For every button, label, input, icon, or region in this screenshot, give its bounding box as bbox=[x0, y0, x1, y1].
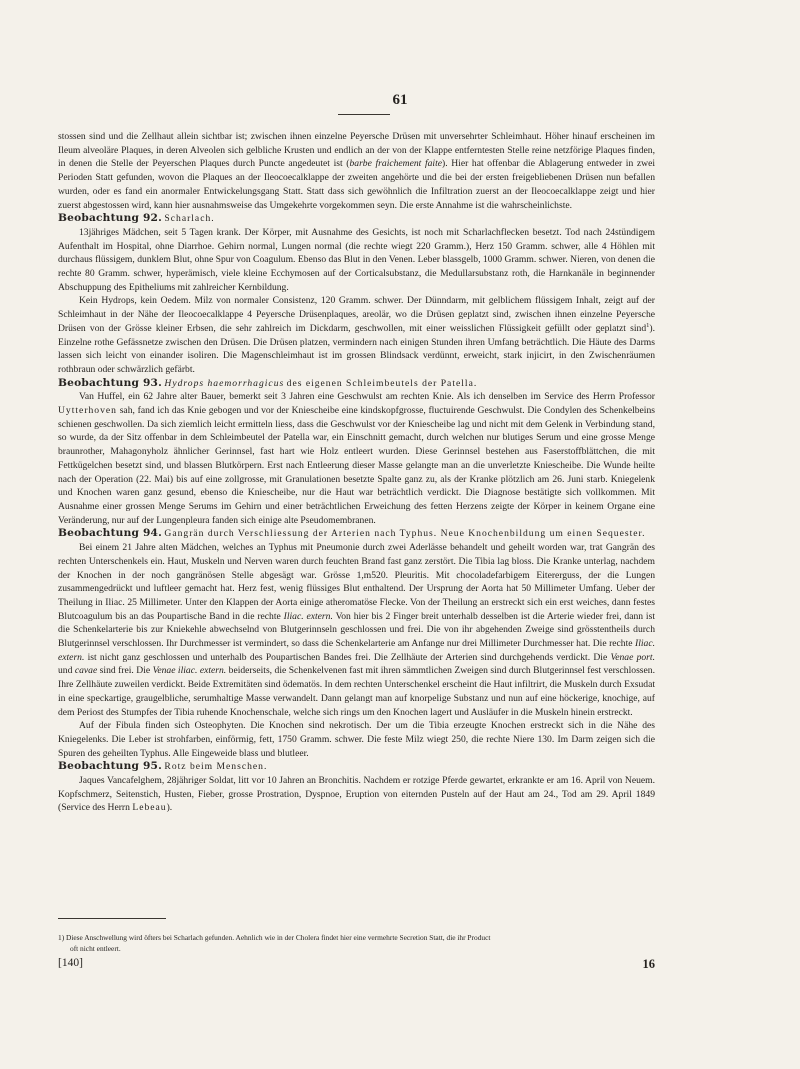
observation-93-paragraph: Van Huffel, ein 62 Jahre alter Bauer, bemerkt seit 3 Jahren eine Geschwulst am rechten Knie. Als ich denselben im Service des Herrn Professor Uytterhoven sah, fand ich das Knie gebogen und vor der Kniescheibe eine kindskopfgrosse, fluctuirende Geschwulst. Die Condylen des Schenkelbeins schienen geschwollen. Da sich ziemlich leicht ermitteln liess, dass die Geschwulst vor der Kniescheibe lag und nicht mit dem Gelenk in Verbindung stand, so wurde, da der Sitz offenbar in dem Schleimbeutel der Patella war, ein Einschnitt gemacht, durch welchen nur blutiges Serum und eine grosse Menge braunrother, Mahagonyholz ähnlicher Gerinnsel, fast hart wie Holz entleert wurden. Diese Gerinnsel bestehen aus Faserstoffblättchen, die mit Fettkügelchen besetzt sind, und blassen Blutkörpern. Erst nach Entleerung dieser Masse gelangte man an die unverletzte Kniescheibe. Die Wunde heilte nach der Operation (22. Mai) bis auf eine zollgrosse, mit Granulationen besetzte Spalte ganz zu, als der Kranke plötzlich am 26. Juni starb. Kniegelenk und Knochen waren ganz gesund, ebenso die Kniescheibe, nur die Haut war beträchtlich verdickt. Die Diagnose bestätigte sich vollkommen. Mit Ausnahme einer grossen Menge Serums im Gehirn und einer beträchtlichen Erweichung des fetten Herzens zeigte der Körper in keinem Organe eine Veränderung, nur auf der Lungenpleura fanden sich einige alte Pseudomembranen. bbox=[58, 391, 655, 526]
observation-95-paragraph: Jaques Vancafelghem, 28jähriger Soldat, litt vor 10 Jahren an Bronchitis. Nachdem er rotzige Pferde gewartet, erkrankte er am 16. April von Neuem. Kopfschmerz, Seitenstich, Husten, Fieber, grosse Prostration, Dyspnoe, Eruption von eiternden Pusteln auf der Haut am 24., Tod am 29. April 1849 (Service des Herrn Lebeau). bbox=[58, 775, 655, 814]
observation-94-paragraph: Auf der Fibula finden sich Osteophyten. Die Knochen sind nekrotisch. Der um die Tibia erzeugte Knochen erstreckt sich in die Nähe des Kniegelenks. Die Leber ist strohfarben, einförmig, fett, 1750 Gramm. schwer. Die feste Milz wiegt 250, die rechte Niere 130. Im Darm zeigen sich die Spuren des geheilten Typhus. Alle Eingeweide blass und blutleer. bbox=[58, 720, 655, 759]
observation-92-heading: Beobachtung 92. Scharlach. bbox=[58, 212, 215, 225]
observation-94-heading: Beobachtung 94. Gangrän durch Verschliessung der Arterien nach Typhus. Neue Knochenbildung um einen Sequester. bbox=[58, 527, 646, 540]
observation-92-paragraph: Kein Hydrops, kein Oedem. Milz von normaler Consistenz, 120 Gramm. schwer. Der Dünndarm, mit gelblichem flüssigem Inhalt, zeigt auf der Schleimhaut in der Nähe der Ileocoecalklappe 4 Peyersche Drüsenplaques, areolär, wo die Drüsen geplatzt sind, zwischen ihnen einzelne Peyersche Drüsen von der Grösse kleiner Erbsen, die sehr zahlreich im Dickdarm, geschwollen, mit einer weisslichen Flüssigkeit gefüllt oder geplatzt sind$^1$). Einzelne rothe Gefässnetze zwischen den Drüsen. Die Drüsen platzen, vermindern nach einigen Stunden ihren Umfang beträchtlich. Die Häute des Darms lassen sich leicht von einander isoliren. Die Magenschleimhaut ist im grossen Blindsack verdünnt, erweicht, stark injicirt, in den Zwischenräumen rothbraun oder schwärzlich gefärbt. bbox=[58, 295, 655, 375]
footnote: 1) Diese Anschwellung wird öfters bei Scharlach gefunden. Aehnlich wie in der Cholera findet hier eine vermehrte Secretion Statt, die ihr Product oft nicht entleert. bbox=[58, 933, 491, 953]
plate-reference: [140] bbox=[58, 957, 83, 969]
observation-95-heading: Beobachtung 95. Rotz beim Menschen. bbox=[58, 760, 268, 773]
footnote-rule bbox=[58, 918, 166, 919]
observation-94-paragraph: Bei einem 21 Jahre alten Mädchen, welches an Typhus mit Pneumonie durch zwei Aderlässe behandelt und geheilt worden war, trat Gangrän des rechten Unterschenkels ein. Haut, Muskeln und Nerven waren durch feuchten Brand fast ganz zerstört. Die Tibia lag bloss. Die Kranke unterlag, nachdem der Knochen in der noch gangränösen Stelle abgesägt war. Grösse 1,m520. Pleuritis. Mit chocoladefarbigem Eitererguss, der die Lungen zusammengedrückt und luftleer gemacht hat. Herz fest, wenig flüssiges Blut enthaltend. Der Ursprung der Aorta hat 50 Millimeter Umfang. Ueber der Theilung in Iliac. 25 Millimeter. Unter den Klappen der Aorta einige atheromatöse Flecke. Von der Theilung an erstreckt sich ein erst weiches, dann festes Blutcoagulum bis an das Poupartische Band in die rechte Iliac. extern. Von hier bis 2 Finger breit unterhalb desselben ist die Arterie wieder frei, dann ist die Schenkelarterie bis zur Kniekehle abwechselnd von Blutgerinnseln geschlossen und frei. Die von ihr abgehenden Zweige sind grösstentheils durch Blutgerinnsel verschlossen. Ihr Durchmesser ist vermindert, so dass die Schenkelarterie am Anfange nur drei Millimeter Durchmesser hat. Die rechte Iliac. extern. ist nicht ganz geschlossen und unterhalb des Poupartischen Bandes frei. Die Zellhäute der Arterien sind durchgehends verdickt. Die Venae port. und cavae sind frei. Die Venae iliac. extern. beiderseits, die Schenkelvenen fast mit ihren sämmtlichen Zweigen sind durch Blutgerinnsel fest verschlossen. Ihre Zellhäute zuweilen verdickt. Beide Extremitäten sind ödematös. In dem rechten Unterschenkel erscheint die Haut infiltrirt, die Muskeln durch Exsudat in eine speckartige, graugelbliche, serumhaltige Masse verwandelt. Dann gelangt man auf knorpelige Substanz und nun auf eine höckerige, knochige, auf dem Periost des Stumpfes der Tibia ruhende Knochenschale, welche sich rings um den Knochen lagert und Ausläufer in die Muskeln hinein erstreckt. bbox=[58, 542, 655, 718]
observation-92-paragraph: 13jähriges Mädchen, seit 5 Tagen krank. Der Körper, mit Ausnahme des Gesichts, ist noch mit Scharlachflecken besetzt. Tod nach 24stündigem Aufenthalt im Hospital, ohne Diarrhoe. Gehirn normal, Lungen normal (die rechte wiegt 220 Gramm.), Herz 150 Gramm. schwer, alle 4 Höhlen mit durchaus flüssigem, dunklem Blut, ohne Spur von Coagulum. Ebenso das Blut in den Venen. Leber blassgelb, 1000 Gramm. schwer. Nieren, von denen die rechte 80 Gramm. schwer, hyperämisch, viele kleine Ecchymosen auf der Corticalsubstanz, die Medullarsubstanz roth, die Harnkanäle in beginnender Abschuppung des Epitheliums mit zahlreicher Kernbildung. bbox=[58, 226, 655, 293]
page-number: 61 bbox=[392, 92, 408, 108]
observation-93-heading: Beobachtung 93. Hydrops haemorrhagicus des eigenen Schleimbeutels der Patella. bbox=[58, 376, 478, 389]
signature-number: 16 bbox=[642, 957, 655, 971]
intro-paragraph: stossen sind und die Zellhaut allein sichtbar ist; zwischen ihnen einzelne Peyersche Drüsen mit unversehrter Schleimhaut. Höher hinauf erscheinen im Ileum alveoläre Plaques, in deren Alveolen sich gelbliche Krusten und endlich an der von der Klappe entferntesten Stelle reine netzförige Plaques finden, in denen die Stelle der Peyerschen Plaques durch Puncte angedeutet ist (barbe fraichement faite). Hier hat offenbar die Ablagerung entweder in zwei Perioden Statt gefunden, wovon die Plaques an der Ileocoecalklappe der zweiten angehörte und die bei der ersten freigebliebenen Drüsen nun befallen wurden, oder es fand ein anormaler Entwickelungsgang Statt. Statt dass sich gewöhnlich die Infiltration zuerst an der Ileocoecalklappe zeigt und hier zuerst abgestossen wird, kann hier ausnahmsweise das Umgekehrte vorgekommen seyn. Die erste Annahme ist die wahrscheinlichste. bbox=[58, 131, 655, 211]
page-number-rule bbox=[338, 114, 390, 115]
body-text bbox=[58, 130, 655, 815]
footnote-marker: 1 bbox=[646, 321, 650, 329]
